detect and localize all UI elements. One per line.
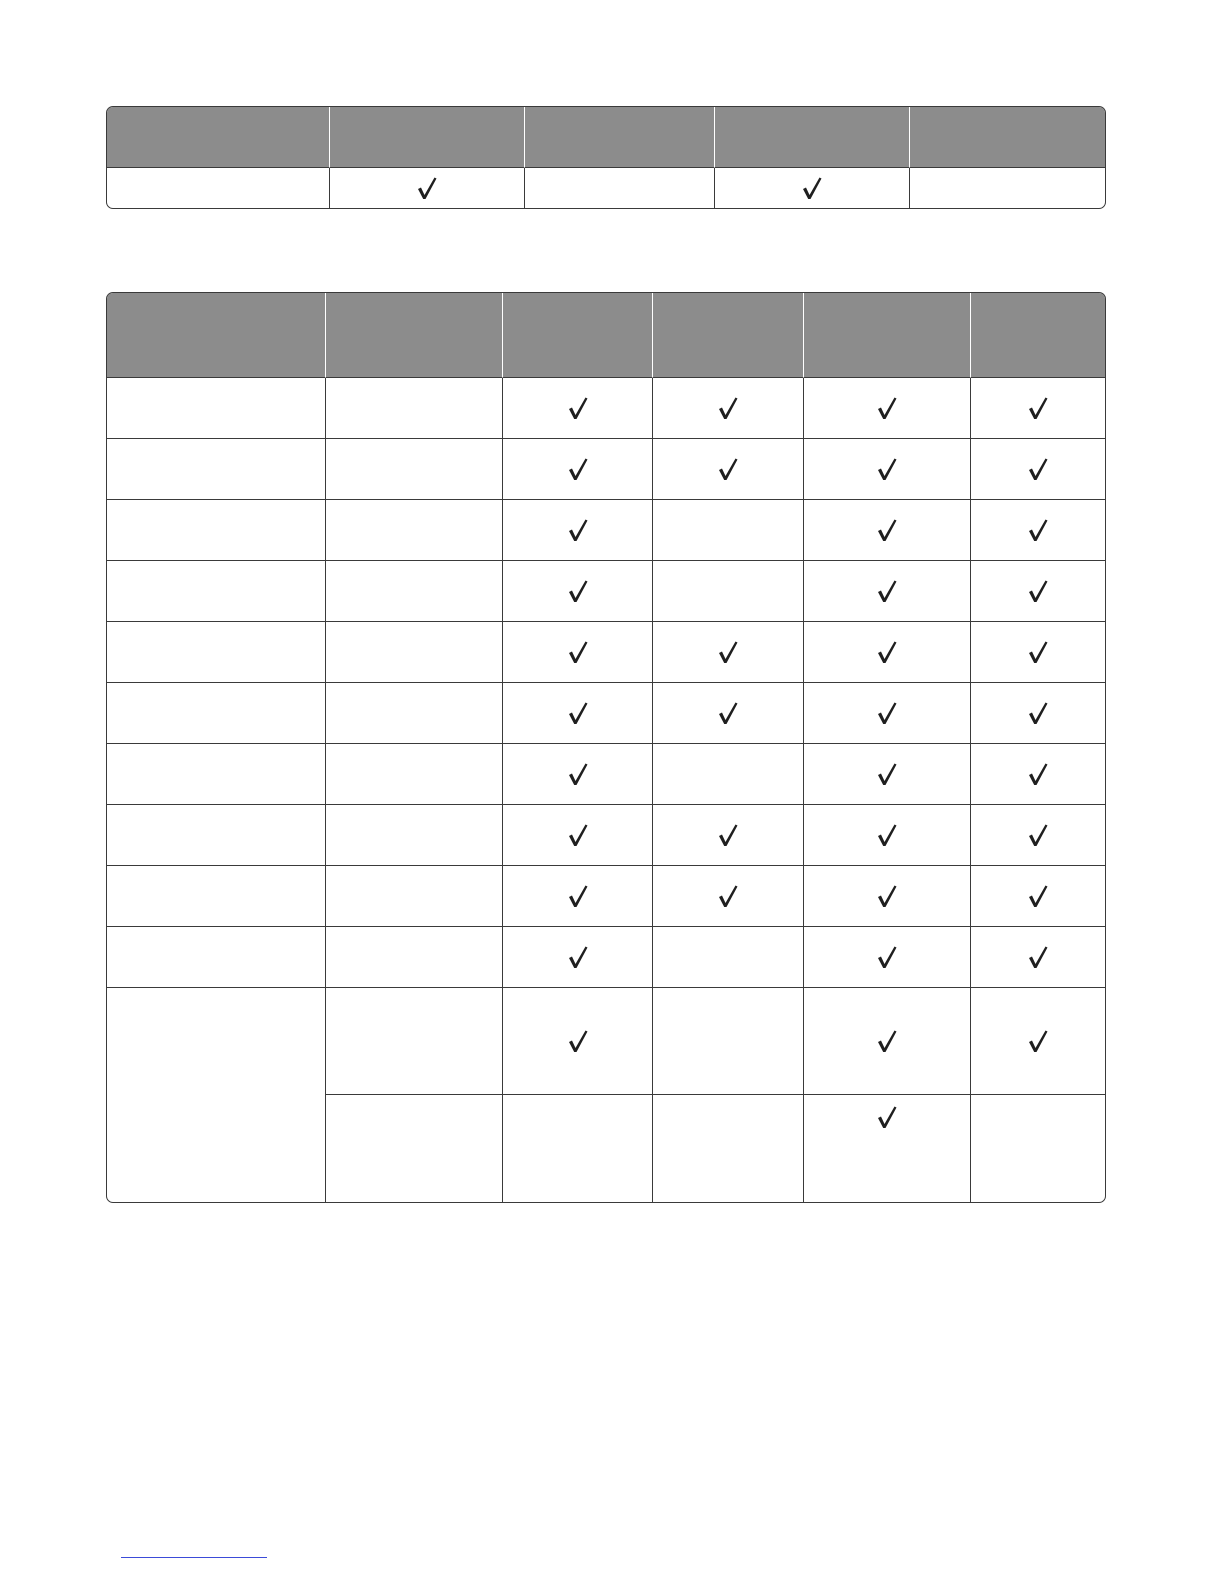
table-cell — [971, 378, 1105, 439]
checkmark-icon — [876, 701, 898, 725]
row-sublabel — [326, 561, 503, 622]
checkmark-icon — [567, 701, 589, 725]
table-cell — [503, 561, 653, 622]
checkmark-icon — [876, 1105, 898, 1129]
checkmark-icon — [567, 518, 589, 542]
checkmark-icon — [1027, 518, 1049, 542]
table-cell — [653, 439, 804, 500]
table-cell — [653, 500, 804, 561]
column-header — [107, 293, 326, 378]
table-cell — [804, 683, 971, 744]
table-cell — [971, 439, 1105, 500]
row-label — [107, 561, 326, 622]
table-cell — [503, 744, 653, 805]
table-grid — [107, 293, 1105, 1202]
table-cell — [971, 866, 1105, 927]
table-cell — [653, 988, 804, 1095]
checkmark-icon — [1027, 701, 1049, 725]
column-header — [715, 107, 910, 168]
checkmark-icon — [876, 884, 898, 908]
checkmark-icon — [567, 823, 589, 847]
column-header — [804, 293, 971, 378]
table-cell — [971, 683, 1105, 744]
table-cell — [804, 866, 971, 927]
row-label — [107, 744, 326, 805]
table-cell — [503, 1095, 653, 1202]
table-cell — [503, 866, 653, 927]
table-cell — [653, 744, 804, 805]
row-label — [107, 622, 326, 683]
row-sublabel — [326, 866, 503, 927]
checkmark-icon — [416, 176, 438, 200]
table-cell — [503, 439, 653, 500]
compatibility-table-main — [106, 292, 1106, 1203]
checkmark-icon — [876, 823, 898, 847]
checkmark-icon — [1027, 396, 1049, 420]
row-sublabel — [326, 805, 503, 866]
checkmark-icon — [717, 640, 739, 664]
table-cell — [653, 927, 804, 988]
checkmark-icon — [876, 396, 898, 420]
table-cell — [971, 744, 1105, 805]
column-header — [107, 107, 330, 168]
checkmark-icon — [567, 1029, 589, 1053]
table-cell — [971, 927, 1105, 988]
table-cell — [971, 500, 1105, 561]
table-cell — [503, 805, 653, 866]
row-label — [107, 683, 326, 744]
checkmark-icon — [876, 457, 898, 481]
checkmark-icon — [876, 579, 898, 603]
row-sublabel — [326, 622, 503, 683]
row-sublabel — [326, 744, 503, 805]
checkmark-icon — [876, 762, 898, 786]
checkmark-icon — [717, 396, 739, 420]
row-label — [107, 927, 326, 988]
table-cell — [503, 988, 653, 1095]
column-header — [330, 107, 525, 168]
checkmark-icon — [717, 884, 739, 908]
table-cell — [971, 988, 1105, 1095]
table-cell — [971, 622, 1105, 683]
checkmark-icon — [717, 457, 739, 481]
table-cell — [804, 988, 971, 1095]
table-cell — [653, 683, 804, 744]
row-label — [107, 500, 326, 561]
row-sublabel — [326, 500, 503, 561]
table-cell — [653, 866, 804, 927]
table-cell — [804, 622, 971, 683]
table-grid — [107, 107, 1105, 208]
table-cell — [804, 378, 971, 439]
column-header — [971, 293, 1105, 378]
table-cell — [804, 805, 971, 866]
footer-link-underline[interactable] — [121, 1557, 267, 1558]
checkmark-icon — [876, 640, 898, 664]
row-sublabel — [326, 378, 503, 439]
table-cell — [525, 168, 715, 208]
table-cell — [653, 805, 804, 866]
column-header — [910, 107, 1105, 168]
row-sublabel — [326, 1095, 503, 1202]
row-sublabel — [326, 927, 503, 988]
table-cell — [971, 1095, 1105, 1202]
row-label-merged — [107, 988, 326, 1202]
checkmark-icon — [567, 640, 589, 664]
table-cell — [503, 378, 653, 439]
checkmark-icon — [567, 457, 589, 481]
checkmark-icon — [1027, 579, 1049, 603]
row-sublabel — [326, 988, 503, 1095]
table-cell — [804, 1095, 971, 1202]
checkmark-icon — [567, 579, 589, 603]
table-cell — [503, 622, 653, 683]
table-cell — [715, 168, 910, 208]
row-label — [107, 378, 326, 439]
checkmark-icon — [876, 518, 898, 542]
table-cell — [653, 378, 804, 439]
table-cell — [653, 561, 804, 622]
row-label — [107, 168, 330, 208]
checkmark-icon — [717, 823, 739, 847]
checkmark-icon — [567, 884, 589, 908]
table-cell — [804, 927, 971, 988]
row-label — [107, 866, 326, 927]
checkmark-icon — [1027, 762, 1049, 786]
table-cell — [910, 168, 1105, 208]
row-label — [107, 439, 326, 500]
checkmark-icon — [1027, 884, 1049, 908]
table-cell — [804, 561, 971, 622]
checkmark-icon — [801, 176, 823, 200]
table-cell — [503, 927, 653, 988]
table-cell — [330, 168, 525, 208]
table-cell — [503, 500, 653, 561]
table-cell — [971, 561, 1105, 622]
table-cell — [804, 744, 971, 805]
row-sublabel — [326, 439, 503, 500]
column-header — [525, 107, 715, 168]
table-cell — [653, 1095, 804, 1202]
compatibility-table-top — [106, 106, 1106, 209]
row-label — [107, 805, 326, 866]
checkmark-icon — [567, 945, 589, 969]
row-sublabel — [326, 683, 503, 744]
checkmark-icon — [1027, 945, 1049, 969]
checkmark-icon — [1027, 1029, 1049, 1053]
checkmark-icon — [567, 396, 589, 420]
table-cell — [804, 439, 971, 500]
table-cell — [804, 500, 971, 561]
column-header — [653, 293, 804, 378]
table-cell — [653, 622, 804, 683]
table-cell — [971, 805, 1105, 866]
checkmark-icon — [876, 945, 898, 969]
checkmark-icon — [567, 762, 589, 786]
column-header — [503, 293, 653, 378]
column-header — [326, 293, 503, 378]
checkmark-icon — [1027, 457, 1049, 481]
checkmark-icon — [1027, 823, 1049, 847]
checkmark-icon — [717, 701, 739, 725]
table-cell — [503, 683, 653, 744]
checkmark-icon — [1027, 640, 1049, 664]
checkmark-icon — [876, 1029, 898, 1053]
